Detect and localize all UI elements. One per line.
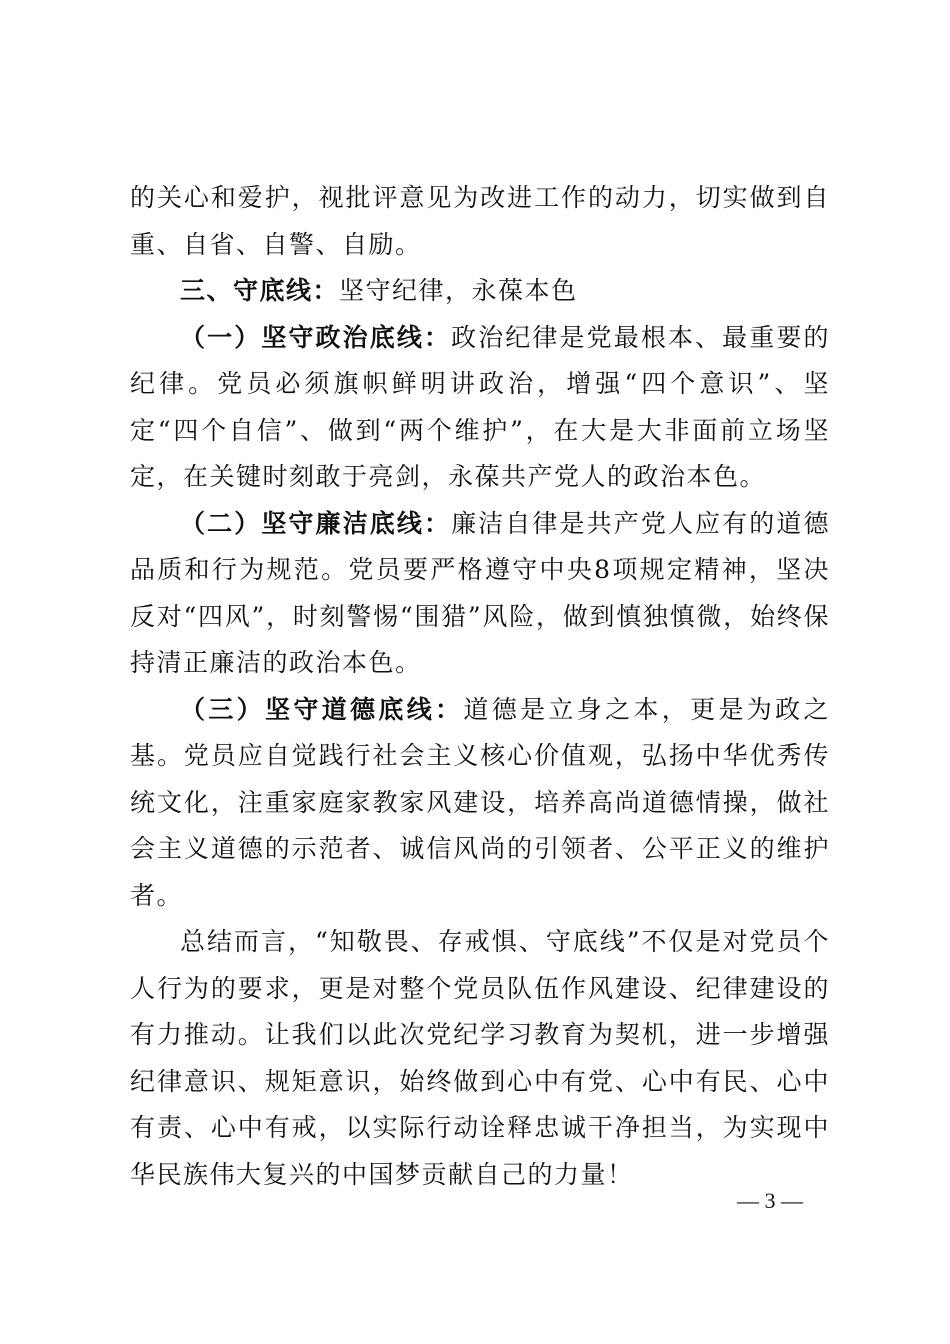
paragraph-text: 的关心和爱护，视批评意见为改进工作的动力，切实做到自重、自省、自警、自励。	[130, 183, 830, 259]
section-heading-label: 三、守底线：	[180, 276, 340, 305]
section-heading-text: 坚守纪律，永葆本色	[339, 276, 578, 305]
subheading-moral: （三）坚守道德底线：	[180, 694, 464, 724]
paragraph-moral-bottom-line	[130, 687, 830, 920]
subheading-political: （一）坚守政治底线：	[180, 322, 452, 352]
page-number: — 3 —	[737, 1188, 803, 1213]
paragraph-integrity-bottom-line	[130, 501, 830, 687]
paragraph-text: 总结而言，“知敬畏、存戒惧、守底线”不仅是对党员个人行为的要求，更是对整个党员队伍作风建设、纪律建设的有力推动。让我们以此次党纪学习教育为契机，进一步增强纪律意识、规矩意识，始终做到心中有党、心中有民、心中有责、心中有戒，以实际行动诠释忠诚干净担当，为实现中华民族伟大复兴的中国梦贡献自己的力量！	[130, 927, 830, 1189]
section-heading-three	[130, 268, 830, 315]
document-body	[130, 175, 830, 1198]
subheading-integrity: （二）坚守廉洁底线：	[180, 508, 452, 538]
paragraph-conclusion	[130, 919, 830, 1198]
paragraph-continuation	[130, 175, 830, 268]
paragraph-political-bottom-line	[130, 315, 830, 501]
paragraph-text: 廉洁自律是共产党人应有的道德品质和行为规范。党员要严格遵守中央8项规定精神，坚决反对“四风”，时刻警惕“围猎”风险，做到慎独慎微，始终保持清正廉洁的政治本色。	[130, 508, 830, 677]
paragraph-text: 政治纪律是党最根本、最重要的纪律。党员必须旗帜鲜明讲政治，增强“四个意识”、坚定“四个自信”、做到“两个维护”，在大是大非面前立场坚定，在关键时刻敢于亮剑，永葆共产党人的政治本色。	[130, 322, 830, 491]
paragraph-text: 道德是立身之本，更是为政之基。党员应自觉践行社会主义核心价值观，弘扬中华优秀传统文化，注重家庭家教家风建设，培养高尚道德情操，做社会主义道德的示范者、诚信风尚的引领者、公平正义的维护者。	[130, 694, 830, 910]
